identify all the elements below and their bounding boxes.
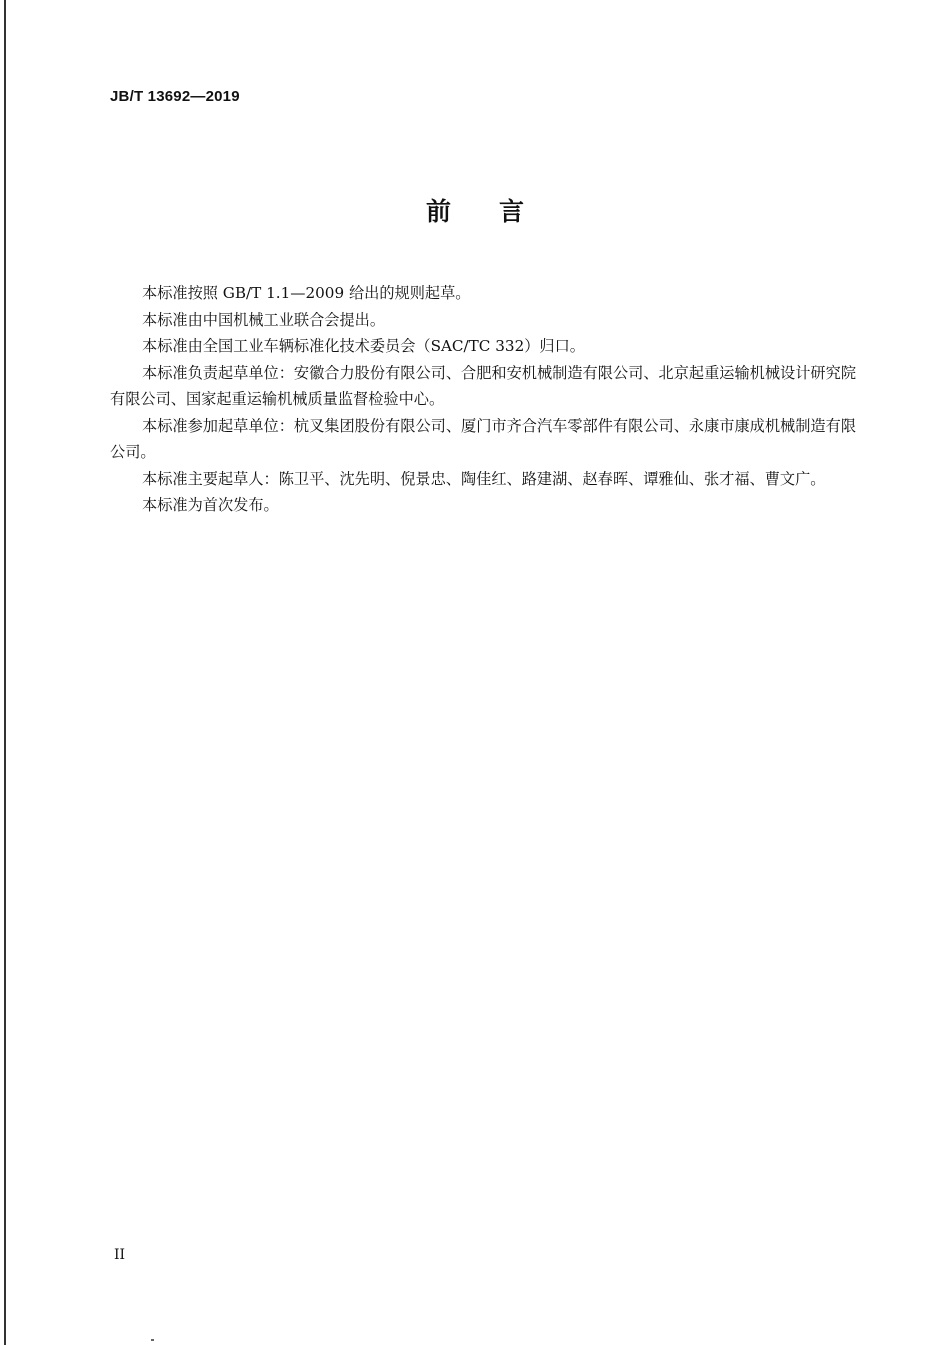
page-number: II: [114, 1247, 126, 1263]
standard-number: JB/T 13692—2019: [110, 88, 240, 105]
paragraph-main-drafters: 本标准主要起草人：陈卫平、沈先明、倪景忠、陶佳红、路建湖、赵春晖、谭雅仙、张才福、曹文广。: [142, 469, 826, 488]
paragraph-participating-drafters: 本标准参加起草单位：杭叉集团股份有限公司、厦门市齐合汽车零部件有限公司、永康市康成机械制造有限公司。: [110, 416, 856, 461]
paragraph-drafting-rules: 本标准按照 GB/T 1.1—2009 给出的规则起草。: [142, 284, 471, 302]
paragraph-proposed-by: 本标准由中国机械工业联合会提出。: [142, 310, 385, 329]
paragraph-first-release: 本标准为首次发布。: [142, 496, 279, 514]
paragraph-under-jurisdiction: 本标准由全国工业车辆标准化技术委员会（SAC/TC 332）归口。: [142, 337, 585, 355]
page-title: 前言: [425, 197, 572, 226]
scan-speck: [151, 1339, 154, 1341]
foreword-body: [110, 280, 856, 519]
paragraph-responsible-drafters: 本标准负责起草单位：安徽合力股份有限公司、合肥和安机械制造有限公司、北京起重运输机械设计研究院有限公司、国家起重运输机械质量监督检验中心。: [110, 363, 856, 408]
